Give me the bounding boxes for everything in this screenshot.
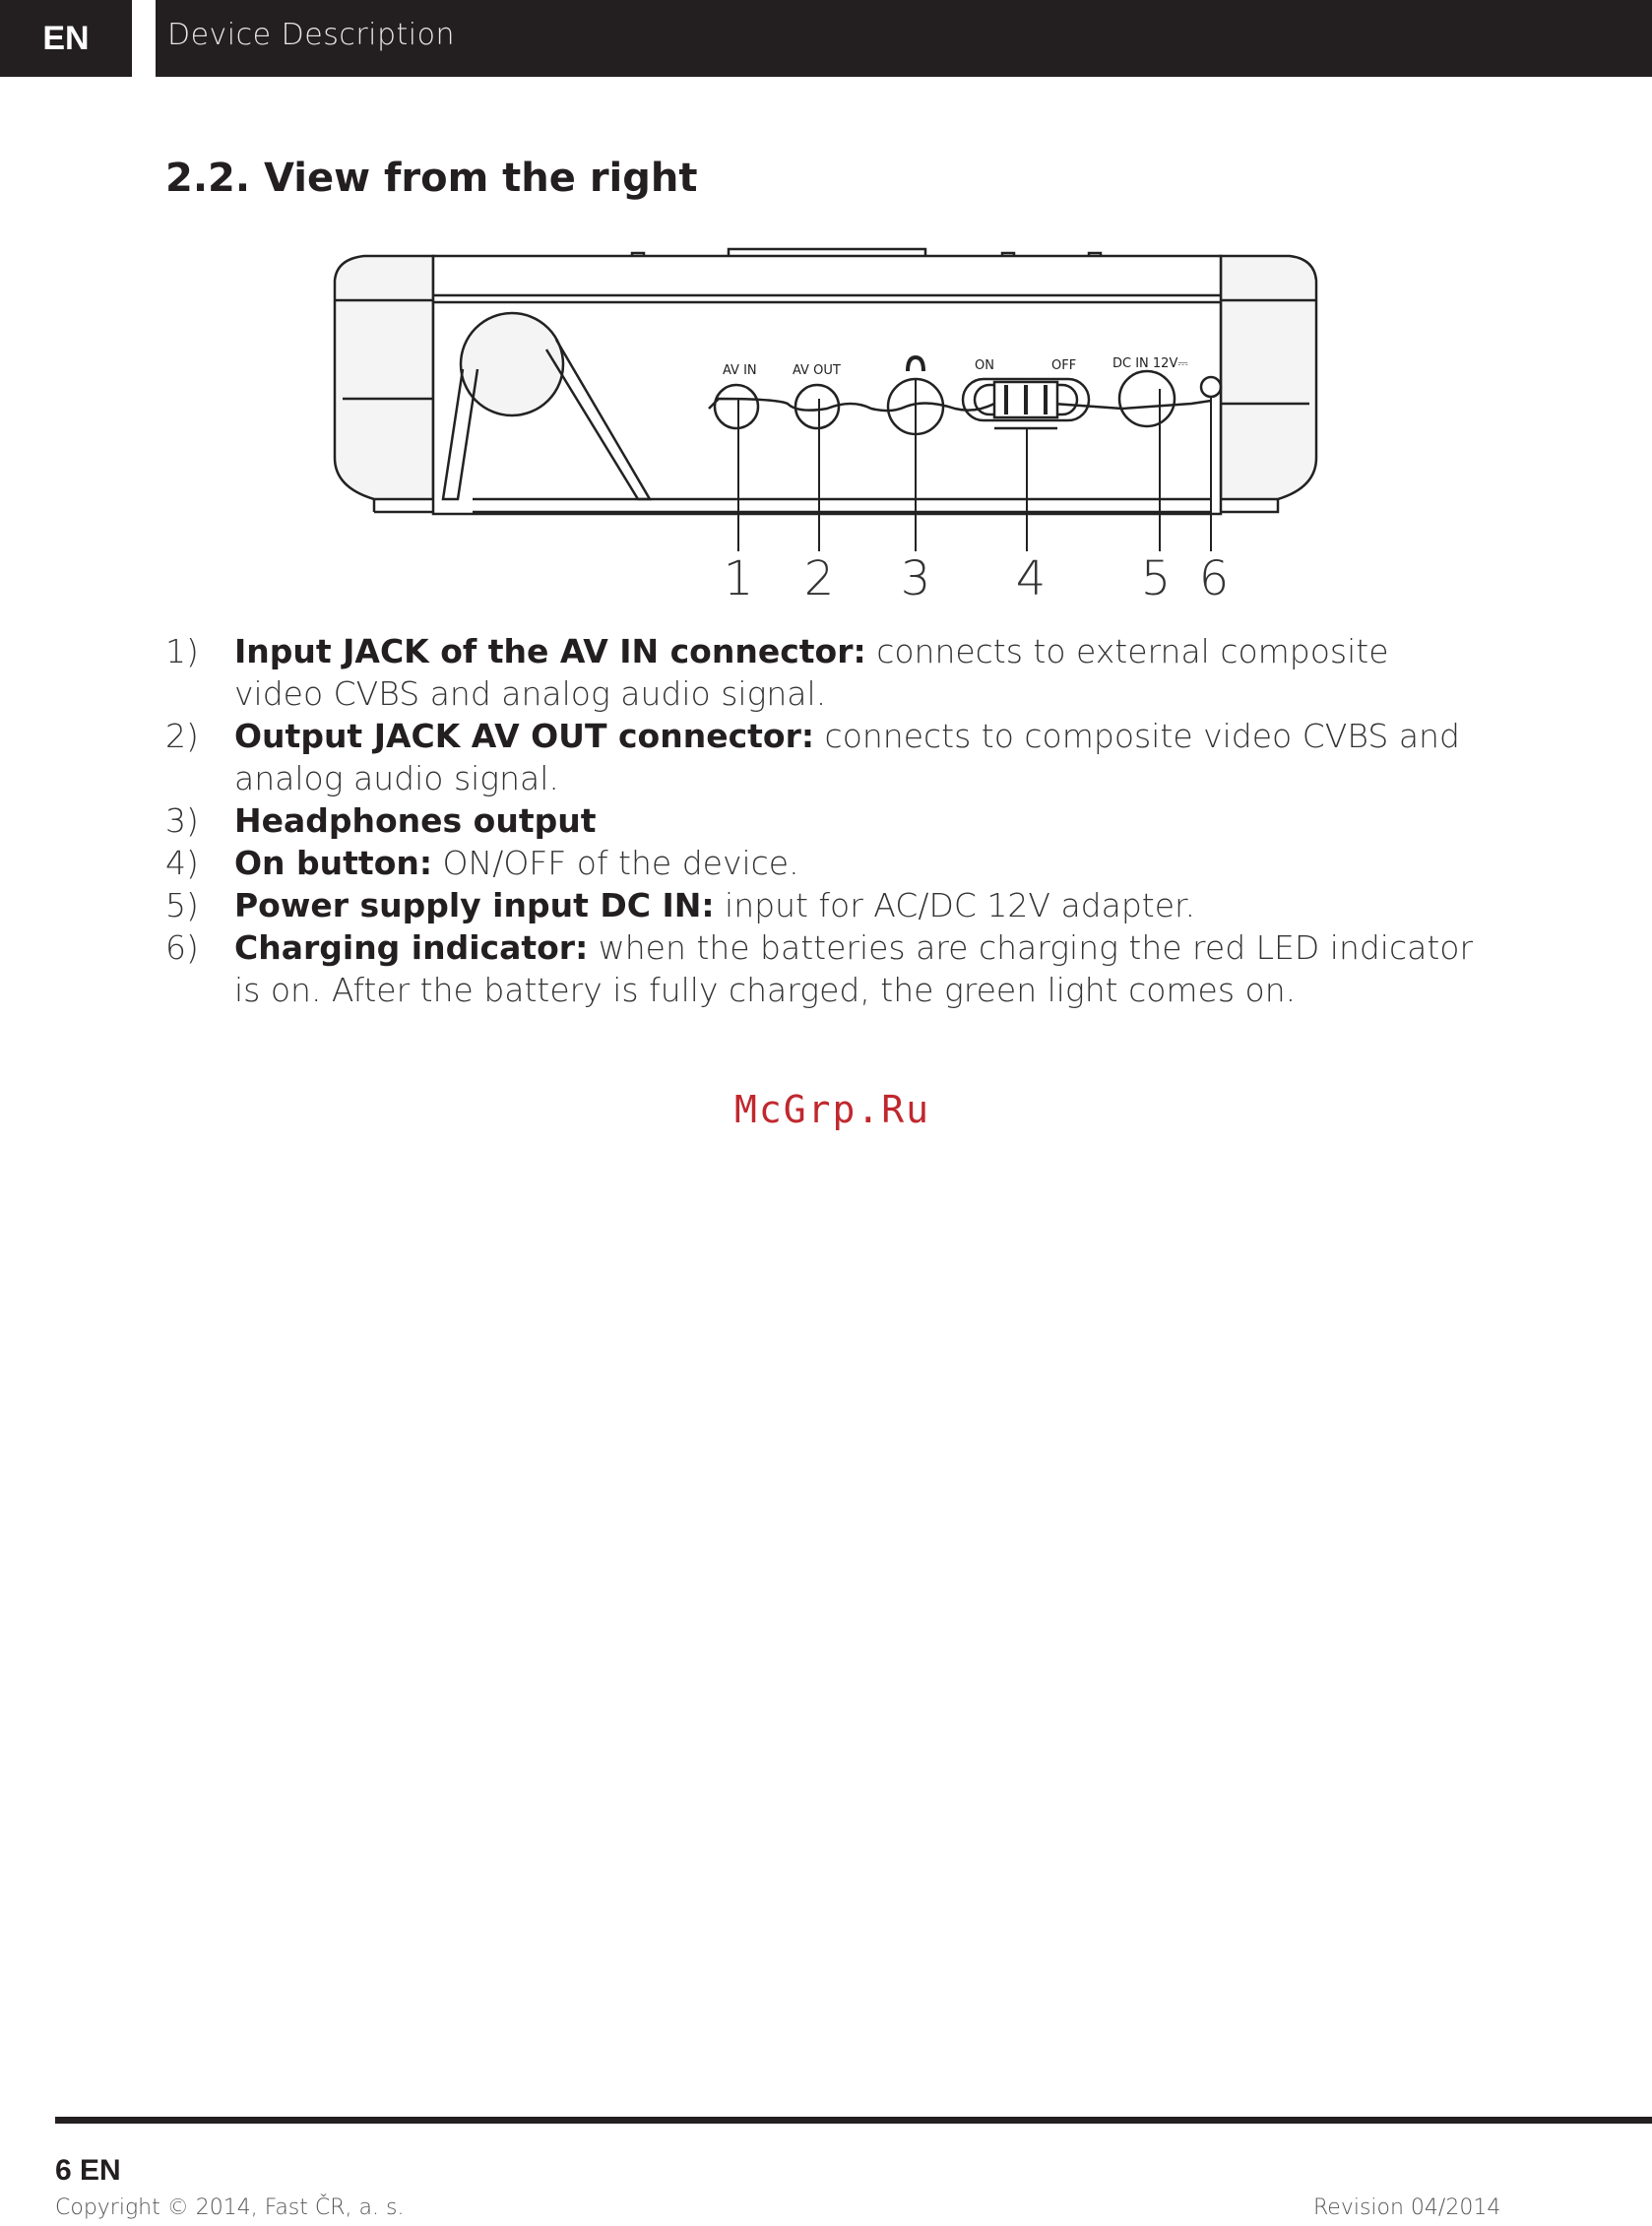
item-number: 6): [165, 928, 199, 967]
av-out-port-label: AV OUT: [793, 363, 841, 378]
item-description: connects to composite video CVBS and analog audio signal.: [234, 717, 1460, 797]
component-list: [165, 630, 1485, 1011]
list-item: [165, 715, 1485, 799]
item-number: 3): [165, 801, 199, 840]
item-number: 4): [165, 844, 199, 882]
callout-number: 3: [900, 551, 931, 606]
item-term: Input JACK of the AV IN connector:: [234, 632, 866, 670]
switch-off-label: OFF: [1051, 358, 1077, 373]
item-number: 5): [165, 886, 199, 924]
header-bar: [0, 0, 1652, 77]
callout-number: 4: [1015, 551, 1047, 606]
item-term: Headphones output: [234, 801, 597, 840]
av-in-port-label: AV IN: [723, 363, 757, 378]
item-description: input for AC/DC 12V adapter.: [714, 886, 1196, 924]
item-term: On button:: [234, 844, 433, 882]
item-number: 2): [165, 717, 199, 755]
section-name: Device Description: [167, 18, 455, 52]
footer-rule: [55, 2117, 1652, 2124]
switch-on-label: ON: [975, 358, 994, 373]
item-number: 1): [165, 632, 199, 670]
callout-number: 5: [1140, 551, 1172, 606]
item-description: when the batteries are charging the red LED indicator is on. After the battery is fully charged, the green light comes on.: [234, 928, 1474, 1009]
item-term: Output JACK AV OUT connector:: [234, 717, 815, 755]
list-item: [165, 884, 1485, 926]
dc-in-port-label: DC IN 12V⎓: [1112, 356, 1188, 371]
callout-number: 2: [803, 551, 835, 606]
callout-number: 6: [1198, 551, 1230, 606]
copyright-text: Copyright © 2014, Fast ČR, a. s.: [55, 2195, 405, 2220]
page-title: 2.2. View from the right: [165, 156, 698, 201]
page-number: 6 EN: [55, 2154, 121, 2187]
callout-number: 1: [723, 551, 754, 606]
revision-text: Revision 04/2014: [1313, 2195, 1501, 2220]
item-term: Charging indicator:: [234, 928, 589, 967]
item-description: ON/OFF of the device.: [432, 844, 799, 882]
list-item: [165, 630, 1485, 715]
list-item: [165, 799, 1485, 842]
watermark: McGrp.Ru: [734, 1088, 931, 1131]
tab-separator: [132, 0, 156, 77]
item-term: Power supply input DC IN:: [234, 886, 715, 924]
list-item: [165, 926, 1485, 1011]
list-item: [165, 842, 1485, 884]
language-tab: EN: [0, 0, 132, 77]
item-description: connects to external composite video CVBS and analog audio signal.: [234, 632, 1389, 713]
